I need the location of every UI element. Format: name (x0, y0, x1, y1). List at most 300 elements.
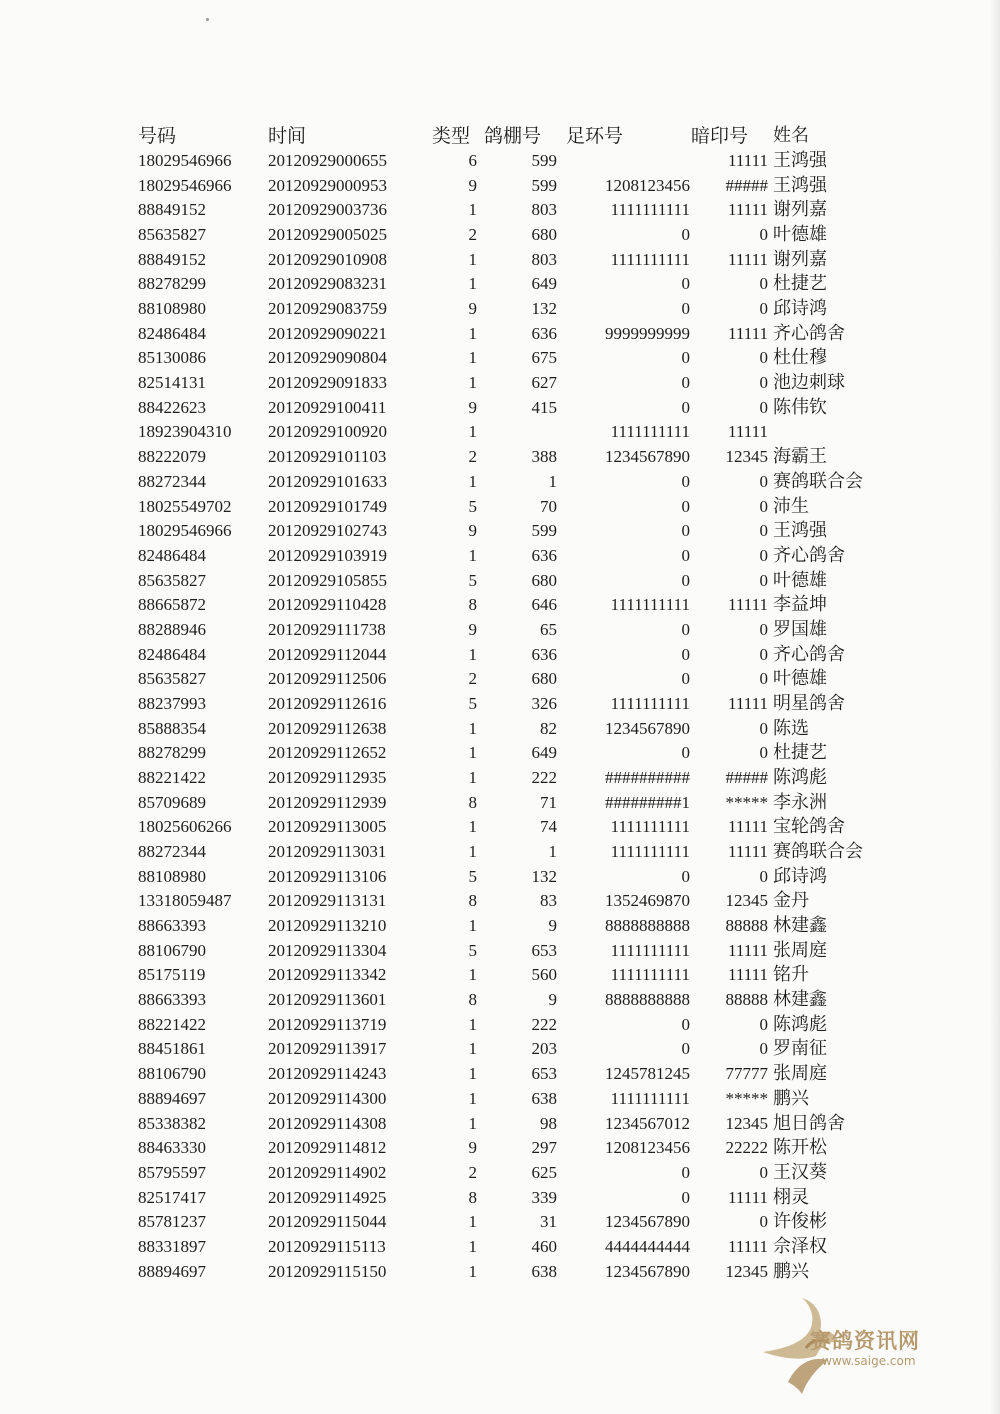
cell-code: 11111 (728, 1187, 768, 1207)
cell-time: 20120929101103 (268, 447, 387, 467)
cell-loft: 339 (531, 1187, 557, 1207)
cell-code: 0 (759, 644, 768, 664)
table-row (0, 1186, 1000, 1210)
cell-type: 9 (468, 397, 477, 417)
table-row (0, 1235, 1000, 1259)
cell-number: 88237993 (138, 693, 206, 713)
cell-number: 82486484 (138, 644, 206, 664)
cell-number: 18923904310 (138, 422, 232, 442)
cell-ring: 1111111111 (610, 249, 690, 269)
cell-ring: 1234567890 (605, 718, 690, 738)
cell-time: 20120929083759 (268, 299, 387, 319)
cell-ring: 1111111111 (610, 842, 690, 862)
cell-code: 11111 (728, 965, 768, 985)
cell-number: 88108980 (138, 866, 206, 886)
cell-loft: 9 (548, 990, 557, 1010)
cell-type: 1 (468, 200, 477, 220)
cell-loft: 803 (531, 200, 557, 220)
cell-name: 王鸿强 (773, 520, 827, 542)
cell-time: 20120929113304 (268, 940, 387, 960)
cell-name: 池边刺球 (773, 372, 845, 394)
table-header (0, 124, 1000, 148)
cell-number: 88108980 (138, 299, 206, 319)
cell-name: 李益坤 (773, 594, 827, 616)
cell-type: 1 (468, 471, 477, 491)
cell-loft: 627 (531, 373, 557, 393)
cell-number: 13318059487 (138, 891, 232, 911)
cell-time: 20120929090804 (268, 348, 387, 368)
cell-name: 杜捷艺 (773, 742, 827, 764)
cell-number: 88272344 (138, 842, 206, 862)
cell-name: 罗国雄 (773, 618, 827, 640)
cell-code: 0 (759, 718, 768, 738)
cell-number: 88663393 (138, 916, 206, 936)
cell-loft: 65 (540, 619, 557, 639)
cell-ring: 8888888888 (605, 916, 690, 936)
cell-code: 11111 (728, 323, 768, 343)
cell-code: 0 (759, 743, 768, 763)
cell-type: 8 (468, 1187, 477, 1207)
cell-code: ***** (725, 792, 768, 812)
table-row (0, 1161, 1000, 1185)
cell-code: 0 (759, 545, 768, 565)
cell-time: 20120929110428 (268, 595, 387, 615)
cell-name: 王汉葵 (773, 1161, 827, 1183)
cell-number: 82514131 (138, 373, 206, 393)
cell-ring: 0 (681, 348, 690, 368)
cell-time: 20120929113031 (268, 842, 387, 862)
cell-code: 0 (759, 669, 768, 689)
table-row (0, 889, 1000, 913)
cell-type: 1 (468, 1039, 477, 1059)
cell-name: 齐心鸽舍 (773, 322, 845, 344)
cell-loft: 98 (540, 1113, 557, 1133)
cell-number: 88451861 (138, 1039, 206, 1059)
cell-loft: 132 (531, 866, 557, 886)
cell-code: 0 (759, 521, 768, 541)
cell-name: 罗南征 (773, 1038, 827, 1060)
cell-number: 88106790 (138, 1064, 206, 1084)
cell-code: 12345 (725, 1113, 768, 1133)
cell-name: 张周庭 (773, 1063, 827, 1085)
cell-time: 20120929115044 (268, 1212, 387, 1232)
cell-time: 20120929112935 (268, 768, 387, 787)
cell-name: 李永洲 (773, 791, 827, 813)
cell-name: 张周庭 (773, 939, 827, 961)
table-row (0, 1087, 1000, 1111)
cell-ring: 1352469870 (605, 891, 690, 911)
cell-name: 海霸王 (773, 446, 827, 468)
table-row (0, 519, 1000, 543)
cell-number: 85795597 (138, 1162, 206, 1182)
cell-time: 20120929114308 (268, 1113, 387, 1133)
cell-time: 20120929113005 (268, 817, 387, 837)
cell-time: 20120929113210 (268, 916, 387, 936)
header-type: 类型 (432, 125, 471, 147)
cell-name: 杜仕穆 (773, 347, 827, 369)
cell-name: 陈开松 (773, 1137, 827, 1159)
cell-ring: 0 (681, 1187, 690, 1207)
cell-time: 20120929112044 (268, 644, 387, 664)
table-row (0, 939, 1000, 963)
cell-name: 王鸿强 (773, 174, 827, 196)
cell-type: 1 (468, 842, 477, 862)
cell-number: 85888354 (138, 718, 206, 738)
cell-ring: 0 (681, 471, 690, 491)
table-row (0, 741, 1000, 765)
cell-type: 1 (468, 743, 477, 763)
cell-name: 许俊彬 (773, 1211, 827, 1233)
cell-time: 20120929090221 (268, 323, 387, 343)
table-row (0, 223, 1000, 247)
cell-name: 赛鸽联合会 (773, 841, 863, 863)
cell-ring: 1111111111 (610, 965, 690, 985)
cell-time: 20120929102743 (268, 521, 387, 541)
cell-code: 22222 (725, 1138, 768, 1158)
cell-ring: 1208123456 (605, 1138, 690, 1158)
cell-number: 88665872 (138, 595, 206, 615)
cell-type: 1 (468, 274, 477, 294)
table-row (0, 174, 1000, 198)
cell-type: 2 (468, 1162, 477, 1182)
cell-ring: 1111111111 (610, 422, 690, 442)
table-row (0, 495, 1000, 519)
cell-type: 1 (468, 644, 477, 664)
watermark-url: www.saige.com (822, 1354, 916, 1368)
table-row (0, 297, 1000, 321)
cell-number: 88272344 (138, 471, 206, 491)
cell-time: 20120929113719 (268, 1014, 387, 1034)
cell-type: 1 (468, 1088, 477, 1108)
cell-type: 1 (468, 323, 477, 343)
table-row (0, 791, 1000, 815)
header-name: 姓名 (773, 125, 809, 146)
cell-loft: 83 (540, 891, 557, 911)
cell-name: 齐心鸽舍 (773, 643, 845, 665)
cell-number: 88422623 (138, 397, 206, 417)
cell-number: 82486484 (138, 323, 206, 343)
cell-loft: 675 (531, 348, 557, 368)
cell-loft: 297 (531, 1138, 557, 1158)
cell-loft: 638 (531, 1261, 557, 1281)
cell-loft: 680 (531, 669, 557, 689)
cell-time: 20120929101633 (268, 471, 387, 491)
cell-name: 齐心鸽舍 (773, 544, 845, 566)
cell-name: 沛生 (773, 495, 809, 517)
cell-time: 20120929113106 (268, 866, 387, 886)
cell-loft: 599 (531, 175, 557, 195)
cell-type: 1 (468, 916, 477, 936)
cell-type: 1 (468, 1113, 477, 1133)
cell-name: 叶德雄 (773, 224, 827, 246)
cell-ring: 0 (681, 866, 690, 886)
cell-type: 2 (468, 669, 477, 689)
cell-name: 陈鸿彪 (773, 767, 827, 788)
table-row (0, 322, 1000, 346)
table-row (0, 544, 1000, 568)
cell-ring: 0 (681, 669, 690, 689)
cell-code: 12345 (725, 1261, 768, 1281)
cell-time: 20120929112616 (268, 693, 387, 713)
cell-number: 88894697 (138, 1088, 206, 1108)
table-row (0, 1062, 1000, 1086)
cell-code: 12345 (725, 447, 768, 467)
cell-loft: 638 (531, 1088, 557, 1108)
cell-number: 82517417 (138, 1187, 206, 1207)
cell-loft: 132 (531, 299, 557, 319)
table-row (0, 692, 1000, 716)
table-row (0, 865, 1000, 889)
watermark-name: 赛鸽资讯网 (810, 1329, 920, 1353)
table-row (0, 988, 1000, 1012)
cell-loft: 649 (531, 274, 557, 294)
cell-name: 旭日鸽舍 (773, 1112, 845, 1134)
cell-time: 20120929003736 (268, 200, 387, 220)
table-row (0, 569, 1000, 593)
cell-ring: 1234567890 (605, 1212, 690, 1232)
cell-type: 8 (468, 792, 477, 812)
table-row (0, 1136, 1000, 1160)
cell-ring: ########## (605, 768, 690, 787)
cell-number: 88331897 (138, 1236, 206, 1256)
cell-name: 谢列嘉 (773, 248, 827, 270)
cell-type: 1 (468, 373, 477, 393)
cell-number: 18029546966 (138, 175, 232, 195)
cell-loft: 1 (548, 842, 557, 862)
cell-code: 0 (759, 496, 768, 516)
cell-number: 88221422 (138, 1014, 206, 1034)
cell-code: 0 (759, 1212, 768, 1232)
cell-ring: 1234567890 (605, 1261, 690, 1281)
cell-number: 18025606266 (138, 817, 232, 837)
cell-loft: 680 (531, 570, 557, 590)
cell-type: 2 (468, 225, 477, 245)
cell-ring: 1111111111 (610, 817, 690, 837)
cell-type: 5 (468, 570, 477, 590)
cell-time: 20120929113917 (268, 1039, 387, 1059)
cell-time: 20120929113601 (268, 990, 387, 1010)
cell-code: 11111 (728, 693, 768, 713)
cell-number: 88463330 (138, 1138, 206, 1158)
cell-ring: 1208123456 (605, 175, 690, 195)
table-row (0, 420, 1000, 444)
cell-type: 1 (468, 768, 477, 787)
cell-number: 88849152 (138, 200, 206, 220)
cell-code: 77777 (725, 1064, 768, 1084)
cell-loft: 680 (531, 225, 557, 245)
cell-name: 林建鑫 (773, 915, 827, 937)
scan-speck (206, 18, 209, 21)
header-time: 时间 (268, 125, 307, 147)
cell-time: 20120929114243 (268, 1064, 387, 1084)
cell-name: 谢列嘉 (773, 199, 827, 221)
cell-time: 20120929112652 (268, 743, 387, 763)
cell-type: 9 (468, 175, 477, 195)
table-row (0, 371, 1000, 395)
cell-ring: 1111111111 (610, 693, 690, 713)
cell-type: 1 (468, 1014, 477, 1034)
cell-time: 20120929103919 (268, 545, 387, 565)
cell-number: 88106790 (138, 940, 206, 960)
cell-code: 0 (759, 570, 768, 590)
cell-loft: 74 (540, 817, 557, 837)
cell-code: 11111 (728, 940, 768, 960)
cell-ring: 1234567890 (605, 447, 690, 467)
cell-type: 1 (468, 1212, 477, 1232)
cell-time: 20120929114300 (268, 1088, 387, 1108)
cell-code: 0 (759, 1162, 768, 1182)
cell-ring: 0 (681, 299, 690, 319)
cell-type: 5 (468, 693, 477, 713)
cell-time: 20120929101749 (268, 496, 387, 516)
cell-type: 2 (468, 447, 477, 467)
cell-ring: 1234567012 (605, 1113, 690, 1133)
cell-name: 宝轮鸽舍 (773, 816, 845, 838)
table-row (0, 198, 1000, 222)
cell-time: 20120929112638 (268, 718, 387, 738)
cell-code: 11111 (728, 595, 768, 615)
cell-code: 0 (759, 274, 768, 294)
table-row (0, 1013, 1000, 1037)
cell-code: 0 (759, 1039, 768, 1059)
table-row (0, 766, 1000, 790)
cell-number: 88221422 (138, 768, 206, 787)
cell-name: 叶德雄 (773, 569, 827, 591)
cell-name: 陈鸿彪 (773, 1013, 827, 1035)
cell-type: 8 (468, 595, 477, 615)
cell-code: 88888 (725, 990, 768, 1010)
cell-ring: 0 (681, 570, 690, 590)
cell-code: 11111 (728, 817, 768, 837)
cell-type: 8 (468, 990, 477, 1010)
cell-loft: 71 (540, 792, 557, 812)
cell-ring: 1111111111 (610, 595, 690, 615)
table-row (0, 963, 1000, 987)
cell-number: 88278299 (138, 743, 206, 763)
cell-loft: 222 (531, 1014, 557, 1034)
cell-name: 陈伟钦 (773, 396, 827, 418)
cell-type: 9 (468, 1138, 477, 1158)
cell-ring: 9999999999 (605, 323, 690, 343)
cell-time: 20120929105855 (268, 570, 387, 590)
cell-time: 20120929112506 (268, 669, 387, 689)
cell-number: 82486484 (138, 545, 206, 565)
cell-code: 11111 (728, 422, 768, 442)
cell-name: 林建鑫 (773, 989, 827, 1011)
cell-ring: 0 (681, 1014, 690, 1034)
cell-code: ##### (725, 175, 768, 195)
cell-name: 邱诗鸿 (773, 298, 827, 320)
cell-time: 20120929100920 (268, 422, 387, 442)
cell-time: 20120929114812 (268, 1138, 387, 1158)
cell-type: 5 (468, 866, 477, 886)
cell-number: 85175119 (138, 965, 206, 985)
header-code: 暗印号 (691, 125, 749, 147)
cell-code: 12345 (725, 891, 768, 911)
cell-number: 88278299 (138, 274, 206, 294)
cell-type: 1 (468, 718, 477, 738)
cell-code: 88888 (725, 916, 768, 936)
cell-code: 11111 (728, 842, 768, 862)
header-loft: 鸽棚号 (484, 125, 542, 147)
cell-name: 金丹 (773, 890, 809, 912)
cell-time: 20120929111738 (268, 619, 386, 639)
table-row (0, 1037, 1000, 1061)
cell-code: 0 (759, 397, 768, 417)
cell-type: 1 (468, 965, 477, 985)
table-row (0, 593, 1000, 617)
cell-number: 85130086 (138, 348, 206, 368)
cell-ring: 1111111111 (610, 200, 690, 220)
cell-loft: 326 (531, 693, 557, 713)
cell-ring: #########1 (605, 792, 690, 812)
cell-code: 0 (759, 225, 768, 245)
cell-number: 85781237 (138, 1212, 206, 1232)
cell-loft: 388 (531, 447, 557, 467)
cell-type: 1 (468, 817, 477, 837)
cell-loft: 460 (531, 1236, 557, 1256)
cell-number: 88222079 (138, 447, 206, 467)
table-row (0, 643, 1000, 667)
cell-loft: 653 (531, 1064, 557, 1084)
cell-name: 赛鸽联合会 (773, 470, 863, 492)
cell-loft: 203 (531, 1039, 557, 1059)
cell-number: 85635827 (138, 570, 206, 590)
cell-ring: 1111111111 (610, 940, 690, 960)
cell-loft: 636 (531, 545, 557, 565)
cell-type: 1 (468, 545, 477, 565)
cell-time: 20120929113342 (268, 965, 387, 985)
cell-loft: 9 (548, 916, 557, 936)
cell-loft: 1 (548, 471, 557, 491)
cell-ring: 1111111111 (610, 1088, 690, 1108)
cell-loft: 599 (531, 521, 557, 541)
cell-name: 鹏兴 (773, 1087, 809, 1109)
cell-type: 1 (468, 422, 477, 442)
cell-code: 11111 (728, 200, 768, 220)
cell-name: 杜捷艺 (773, 273, 827, 295)
cell-type: 1 (468, 1064, 477, 1084)
table-row (0, 272, 1000, 296)
table-row (0, 717, 1000, 741)
table-row (0, 914, 1000, 938)
cell-name: 陈选 (773, 717, 809, 739)
table-row (0, 346, 1000, 370)
cell-name: 叶德雄 (773, 668, 827, 690)
cell-number: 85635827 (138, 669, 206, 689)
cell-type: 1 (468, 1261, 477, 1281)
cell-loft: 646 (531, 595, 557, 615)
table-row (0, 840, 1000, 864)
cell-code: 0 (759, 299, 768, 319)
cell-code: 11111 (728, 1236, 768, 1256)
table-row (0, 445, 1000, 469)
cell-time: 20120929091833 (268, 373, 387, 393)
cell-name: 王鸿强 (773, 150, 827, 171)
cell-code: 0 (759, 619, 768, 639)
cell-number: 88663393 (138, 990, 206, 1010)
cell-time: 20120929083231 (268, 274, 387, 294)
cell-time: 20120929010908 (268, 249, 387, 269)
cell-ring: 1245781245 (605, 1064, 690, 1084)
cell-name: 栩灵 (773, 1186, 809, 1208)
cell-loft: 649 (531, 743, 557, 763)
cell-number: 18025549702 (138, 496, 232, 516)
cell-type: 5 (468, 496, 477, 516)
cell-ring: 0 (681, 545, 690, 565)
cell-number: 18029546966 (138, 151, 232, 170)
cell-loft: 625 (531, 1162, 557, 1182)
